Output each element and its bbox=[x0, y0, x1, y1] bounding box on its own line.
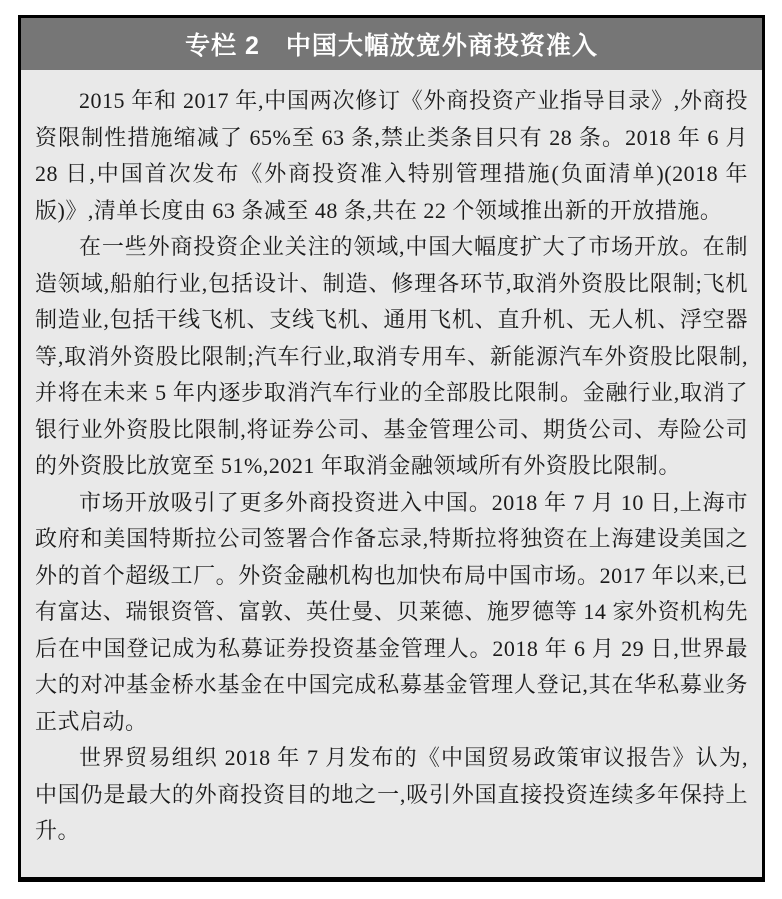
box-header bbox=[21, 18, 762, 70]
paragraph-foreign-investment-inflow: 市场开放吸引了更多外商投资进入中国。2018 年 7 月 10 日,上海市政府和美国特斯拉公司签署合作备忘录,特斯拉将独资在上海建设美国之外的首个超级工厂。外资金融机构也加快布局中国市场。2017 年以来,已有富达、瑞银资管、富敦、英仕曼、贝莱德、施罗德等 14 家外资机构先后在中国登记成为私募证券投资基金管理人。2018 年 6 月 29 日,世界最大的对冲基金桥水基金在中国完成私募基金管理人登记,其在华私募业务正式启动。 bbox=[35, 489, 748, 734]
paragraph-wto-report: 世界贸易组织 2018 年 7 月发布的《中国贸易政策审议报告》认为,中国仍是最大的外商投资目的地之一,吸引外国直接投资连续多年保持上升。 bbox=[35, 745, 748, 843]
column-box bbox=[18, 15, 765, 882]
box-title: 专栏 2 中国大幅放宽外商投资准入 bbox=[185, 32, 598, 60]
paragraph-market-opening: 在一些外商投资企业关注的领域,中国大幅度扩大了市场开放。在制造领域,船舶行业,包括设计、制造、修理各环节,取消外资股比限制;飞机制造业,包括干线飞机、支线飞机、通用飞机、直升机、无人机、浮空器等,取消外资股比限制;汽车行业,取消专用车、新能源汽车外资股比限制,并将在未来 5 年内逐步取消汽车行业的全部股比限制。金融行业,取消了银行业外资股比限制,将证券公司、基金管理公司、期货公司、寿险公司的外资股比放宽至 51%,2021 年取消金融领域所有外资股比限制。 bbox=[35, 234, 748, 478]
box-body bbox=[21, 70, 762, 850]
paragraph-investment-catalogue: 2015 年和 2017 年,中国两次修订《外商投资产业指导目录》,外商投资限制性措施缩减了 65%至 63 条,禁止类条目只有 28 条。2018 年 6 月 28 日,中国首次发布《外商投资准入特别管理措施(负面清单)(2018 年版)》,清单长度由 63 条减至 48 条,共在 22 个领域推出新的开放措施。 bbox=[35, 88, 748, 223]
